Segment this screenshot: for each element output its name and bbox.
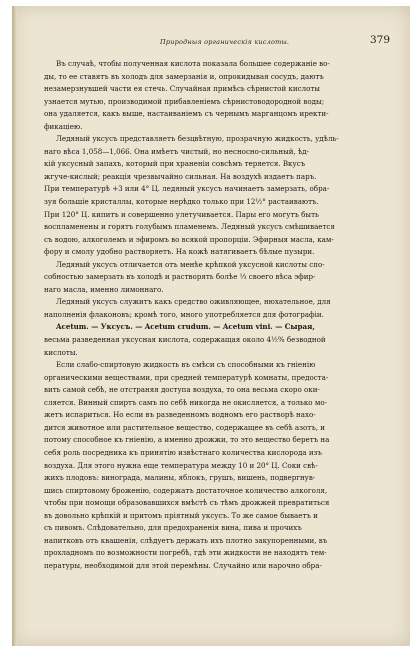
text-line: съ водою, алкоголемъ и эфиромъ во всякой пропорціи. Эфирныя масла, кам- bbox=[44, 234, 334, 244]
text-line: наго масла, именно лимоннаго. bbox=[44, 284, 164, 294]
text-line: собностью замерзать въ холодѣ и растворять болѣе ⅓ своего вѣса эфир- bbox=[44, 272, 316, 282]
text-line: фору и смолу удобно растворяетъ. На кожѣ натягиваетъ бѣлые пузыри. bbox=[44, 247, 315, 257]
paragraph bbox=[44, 359, 370, 572]
running-title: Природныя органическія кислоты. bbox=[160, 38, 290, 46]
text-line: сляется. Винный спиртъ самъ по себѣ никогда не окисляется, а только мо- bbox=[44, 397, 328, 407]
text-line: зуя большіе кристаллы, которые нерѣдко только при 12½° растаиваютъ. bbox=[44, 197, 319, 207]
text-line: потому способное къ гніенію, а именно дрожжи, то это вещество беретъ на bbox=[44, 435, 330, 445]
paragraph bbox=[44, 259, 370, 297]
text-line: фикаціею. bbox=[44, 121, 83, 131]
text-line: органическими веществами, при средней температурѣ комнаты, предоста- bbox=[44, 372, 329, 382]
text-line: шись спиртовому броженію, содержатъ достаточное количество алкоголя, bbox=[44, 485, 328, 495]
text-line: напитковъ отъ квашенія, слѣдуетъ держать ихъ плотно закупоренными, въ bbox=[44, 535, 328, 545]
text-line: жетъ испариться. Но если въ разведенномъ водномъ его растворѣ нахо- bbox=[44, 410, 316, 420]
text-line: кислоты. bbox=[44, 347, 78, 357]
text-line: Если слабо-спиртовую жидкость въ смѣси съ способными къ гніенію bbox=[56, 360, 316, 370]
paragraph bbox=[44, 321, 370, 359]
text-line: незамерзнувшей части ея стечь. Случайная примѣсь сѣрнистой кислоты bbox=[44, 84, 320, 94]
text-line: жихъ плодовъ: винограда, малины, яблокъ, грушъ, вишень, подвергнув- bbox=[44, 473, 316, 483]
text-line: Ледяный уксусъ представляетъ безцвѣтную, прозрачную жидкость, удѣль- bbox=[56, 134, 339, 144]
text-line: пературы, необходимой для этой перемѣны. Случайно или нарочно обра- bbox=[44, 560, 322, 570]
text-line: воспламенены и горятъ голубымъ пламенемъ. Ледяный уксусъ смѣшивается bbox=[44, 222, 335, 232]
text-line: съ пивомъ. Слѣдовательно, для предохраненія вина, пива и прочихъ bbox=[44, 523, 302, 533]
page-header bbox=[12, 34, 410, 52]
page-binding-edge bbox=[12, 6, 17, 646]
page-number: 379 bbox=[370, 34, 391, 46]
text-line: наго вѣса 1,058—1,066. Она имѣетъ чистый, но несносно-сильный, ѣд- bbox=[44, 146, 310, 156]
text-line: весьма разведенная уксусная кислота, содержащая около 4½% безводной bbox=[44, 335, 326, 345]
text-line: она удаляется, какъ выше, настаиваніемъ съ чернымъ марганцомъ иректи- bbox=[44, 109, 329, 119]
text-line: воздуха. Для этого нужна еще температура между 10 и 20° Ц. Соки свѣ- bbox=[44, 460, 318, 470]
paragraph bbox=[44, 296, 370, 321]
text-line: въ довольно крѣпкій и притомъ пріятный уксусъ. То же самое бываетъ и bbox=[44, 510, 318, 520]
text-line: Ледяный уксусъ служитъ какъ средство оживляющее, нюхательное, для bbox=[56, 297, 331, 307]
text-line: жгуче-кислый; реакція чрезвычайно сильная. На воздухѣ издаетъ паръ. bbox=[44, 171, 317, 181]
text-line: прохладномъ по возможности погребѣ, гдѣ эти жидкости не находятъ тем- bbox=[44, 548, 327, 558]
text-line: чтобы при помощи образовавшихся вмѣстѣ съ тѣмъ дрожжей превратиться bbox=[44, 498, 330, 508]
paragraph bbox=[44, 133, 370, 258]
text-line: себя роль посредника къ принятію извѣстнаго количества кислорода изъ bbox=[44, 447, 322, 457]
text-line: Въ случаѣ, чтобы полученная кислота показала большее содержаніе во- bbox=[56, 59, 330, 68]
book-page bbox=[12, 6, 410, 646]
text-line: узнается мутью, производимой прибавленіемъ сѣрнистоводородной воды; bbox=[44, 96, 325, 106]
page-body bbox=[44, 58, 370, 572]
text-line: Ледяный уксусъ отличается отъ менѣе крѣпкой уксусной кислоты спо- bbox=[56, 259, 325, 269]
text-line: Acetum. — Уксусъ. — Acetum crudum. — Acetum vini. — Сырая, bbox=[56, 322, 315, 332]
text-line: дится животное или растительное вещество, содержащее въ себѣ азотъ, и bbox=[44, 422, 325, 432]
text-line: наполненія флаконовъ; кромѣ того, много употребляется для фотографіи. bbox=[44, 309, 324, 319]
text-line: При температурѣ +3 или 4° Ц. ледяный уксусъ начинаетъ замерзать, обра- bbox=[44, 184, 330, 194]
text-line: При 120° Ц. кипитъ и совершенно улетучивается. Пары его могутъ быть bbox=[44, 209, 319, 219]
text-line: кій уксусный запахъ, который при храненіи совсѣмъ теряется. Вкусъ bbox=[44, 159, 306, 169]
paragraph bbox=[44, 58, 370, 133]
text-line: ды, то ее ставятъ въ холодъ для замерзанія и, опрокидывая сосудъ, даютъ bbox=[44, 71, 324, 81]
text-line: вить самой себѣ, не отстраняя доступа воздуха, то она весьма скоро оки- bbox=[44, 385, 320, 395]
